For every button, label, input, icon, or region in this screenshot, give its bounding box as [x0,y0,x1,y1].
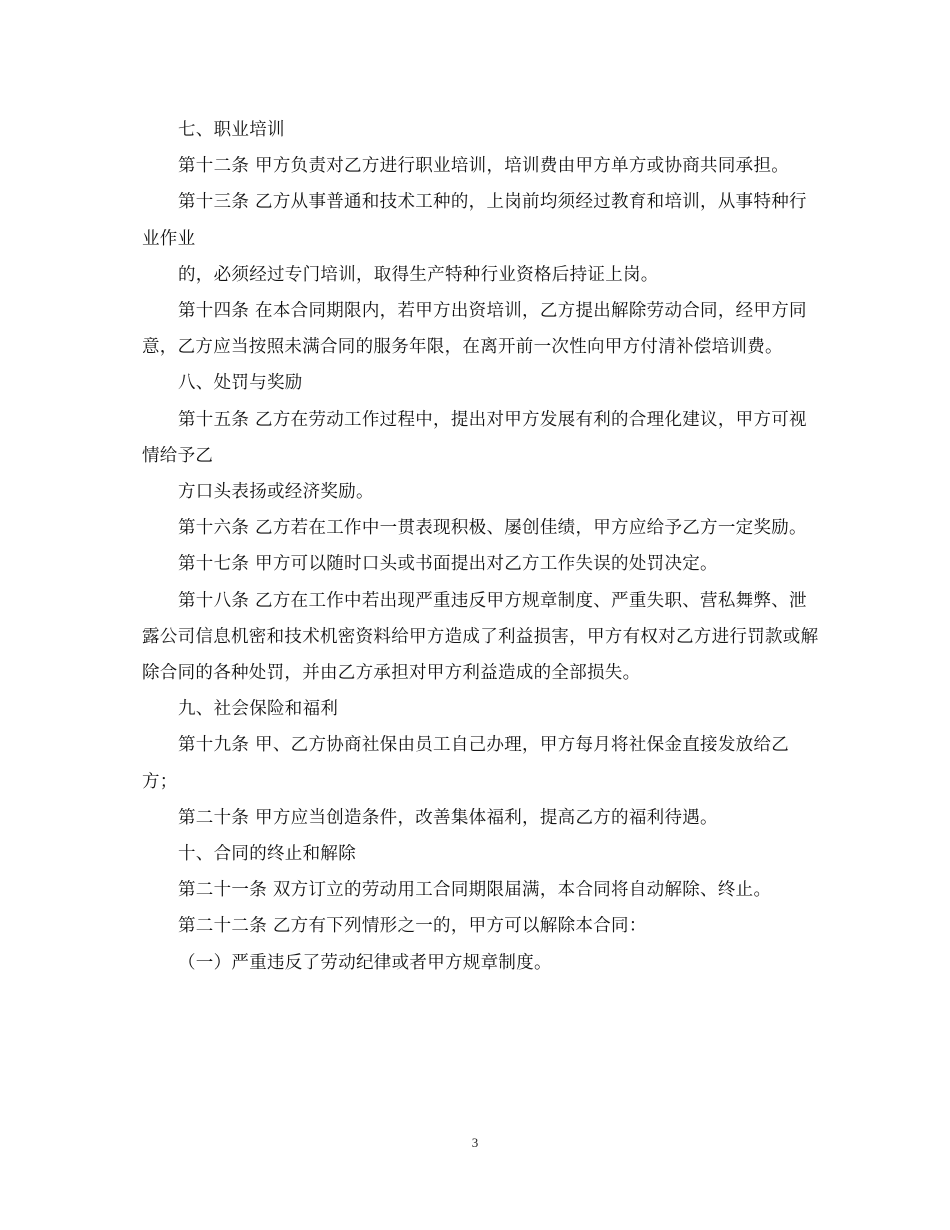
article-13: 第十三条 乙方从事普通和技术工种的，上岗前均须经过教育和培训，从事特种行业作业 [142,192,807,249]
article-14: 第十四条 在本合同期限内，若甲方出资培训，乙方提出解除劳动合同，经甲方同意，乙方应当按照未满合同的服务年限，在离开前一次性向甲方付清补偿培训费。 [142,301,807,358]
article-19: 第十九条 甲、乙方协商社保由员工自己办理，甲方每月将社保金直接发放给乙方； [142,735,790,792]
document-body [142,112,822,981]
article-20: 第二十条 甲方应当创造条件，改善集体福利，提高乙方的福利待遇。 [178,807,718,828]
article-22: 第二十二条 乙方有下列情形之一的，甲方可以解除本合同： [178,916,647,937]
article-16: 第十六条 乙方若在工作中一贯表现积极、屡创佳绩，甲方应给予乙方一定奖励。 [178,518,807,539]
article-15-continued: 方口头表扬或经济奖励。 [178,482,374,503]
article-12: 第十二条 甲方负责对乙方进行职业培训，培训费由甲方单方或协商共同承担。 [178,156,790,177]
section-heading-social-insurance: 九、社会保险和福利 [178,699,339,720]
section-heading-vocational-training: 七、职业培训 [178,120,285,140]
article-18: 第十八条 乙方在工作中若出现严重违反甲方规章制度、严重失职、营私舞弊、泄露公司信息机密和技术机密资料给甲方造成了利益损害，甲方有权对乙方进行罚款或解除合同的各种处罚，并由乙方承担对甲方利益造成的全部损失。 [142,590,819,684]
clause-item-1: （一）严重违反了劳动纪律或者甲方规章制度。 [178,952,552,973]
page-number: 3 [471,1135,479,1150]
section-heading-termination: 十、合同的终止和解除 [178,844,356,865]
article-15: 第十五条 乙方在劳动工作过程中，提出对甲方发展有利的合理化建议，甲方可视情给予乙 [142,409,807,466]
article-13-continued: 的，必须经过专门培训，取得生产特种行业资格后持证上岗。 [178,264,659,285]
article-21: 第二十一条 双方订立的劳动用工合同期限届满，本合同将自动解除、终止。 [178,880,772,901]
article-17: 第十七条 甲方可以随时口头或书面提出对乙方工作失误的处罚决定。 [178,554,718,575]
section-heading-penalties-rewards: 八、处罚与奖励 [178,373,303,394]
